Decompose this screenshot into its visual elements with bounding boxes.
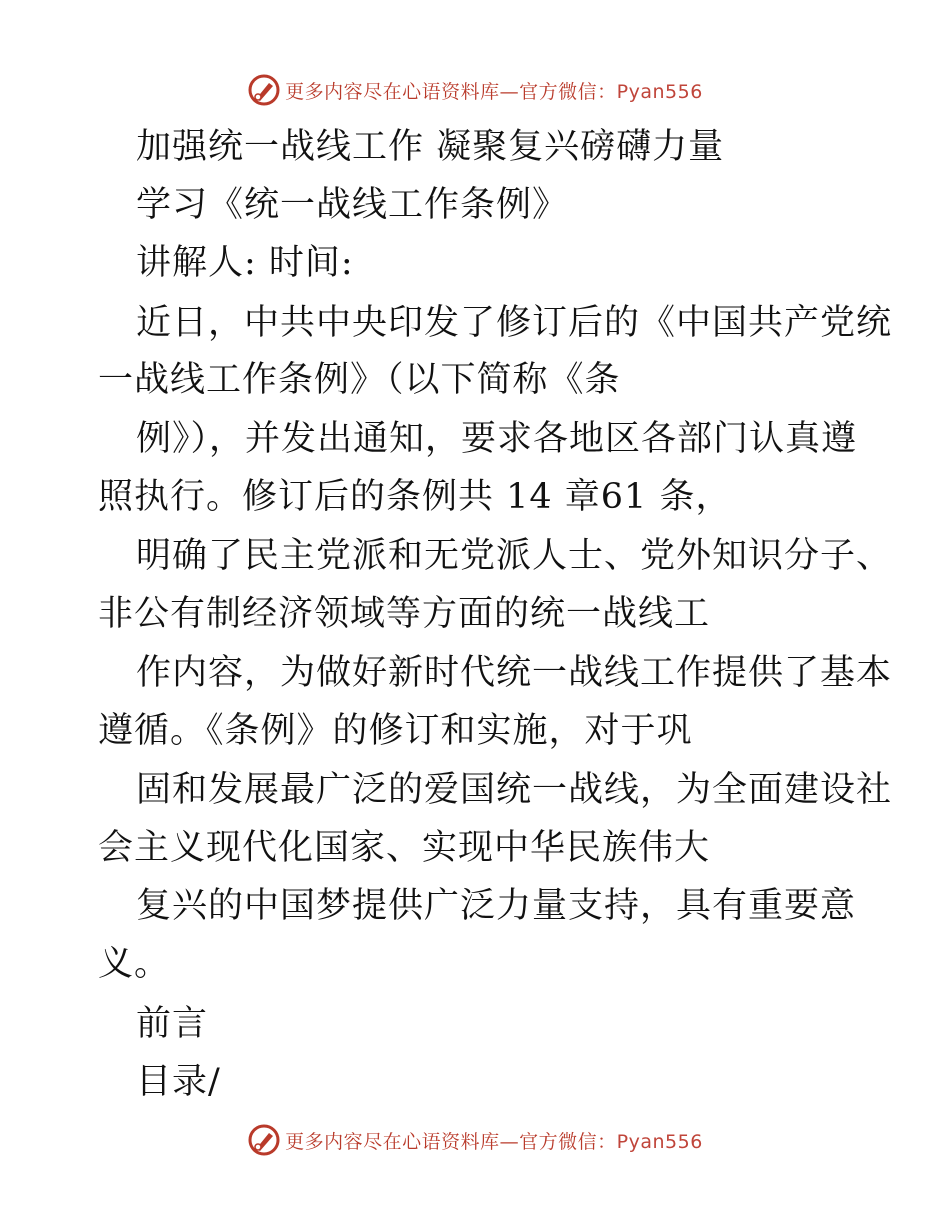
header-watermark-banner [0, 70, 950, 110]
paragraph-line: 近日，中共中央印发了修订后的《中国共产党统 [136, 303, 893, 343]
paragraph-line: 义。 [98, 944, 171, 984]
wechat-handle: Pyan556 [616, 1130, 703, 1153]
banner-promo-text: 更多内容尽在心语资料库—官方微信： [285, 80, 617, 103]
paragraph-line: 遵循。《条例》的修订和实施，对于巩 [98, 711, 693, 751]
banner-text [285, 1127, 703, 1154]
pen-logo-icon [247, 1123, 281, 1157]
paragraph-line: 会主义现代化国家、实现中华民族伟大 [98, 828, 711, 868]
paragraph-line: 非公有制经济领域等方面的统一战线工 [98, 594, 711, 634]
paragraph-line: 一战线工作条例》（以下简称《条 [98, 360, 621, 400]
paragraph-line: 作内容，为做好新时代统一战线工作提供了基本 [136, 653, 893, 693]
paragraph-line: 固和发展最广泛的爱国统一战线，为全面建设社 [136, 770, 893, 810]
wechat-handle: Pyan556 [616, 80, 703, 103]
paragraph-line: 例》），并发出通知，要求各地区各部门认真遵 [136, 419, 858, 459]
pen-logo-icon [247, 73, 281, 107]
paragraph-line: 照执行。修订后的条例共 14 章61 条， [98, 477, 732, 517]
paragraph-line: 明确了民主党派和无党派人士、党外知识分子、 [136, 536, 893, 576]
document-title: 加强统一战线工作 凝聚复兴磅礴力量 [136, 127, 725, 167]
section-heading-preface: 前言 [136, 1004, 209, 1044]
banner-text [285, 77, 703, 104]
section-heading-contents: 目录/ [136, 1062, 221, 1102]
paragraph-line: 复兴的中国梦提供广泛力量支持，具有重要意 [136, 886, 857, 926]
speaker-time-line: 讲解人: 时间: [136, 243, 354, 283]
document-subtitle: 学习《统一战线工作条例》 [136, 185, 569, 225]
footer-watermark-banner [0, 1120, 950, 1160]
banner-promo-text: 更多内容尽在心语资料库—官方微信： [285, 1130, 617, 1153]
